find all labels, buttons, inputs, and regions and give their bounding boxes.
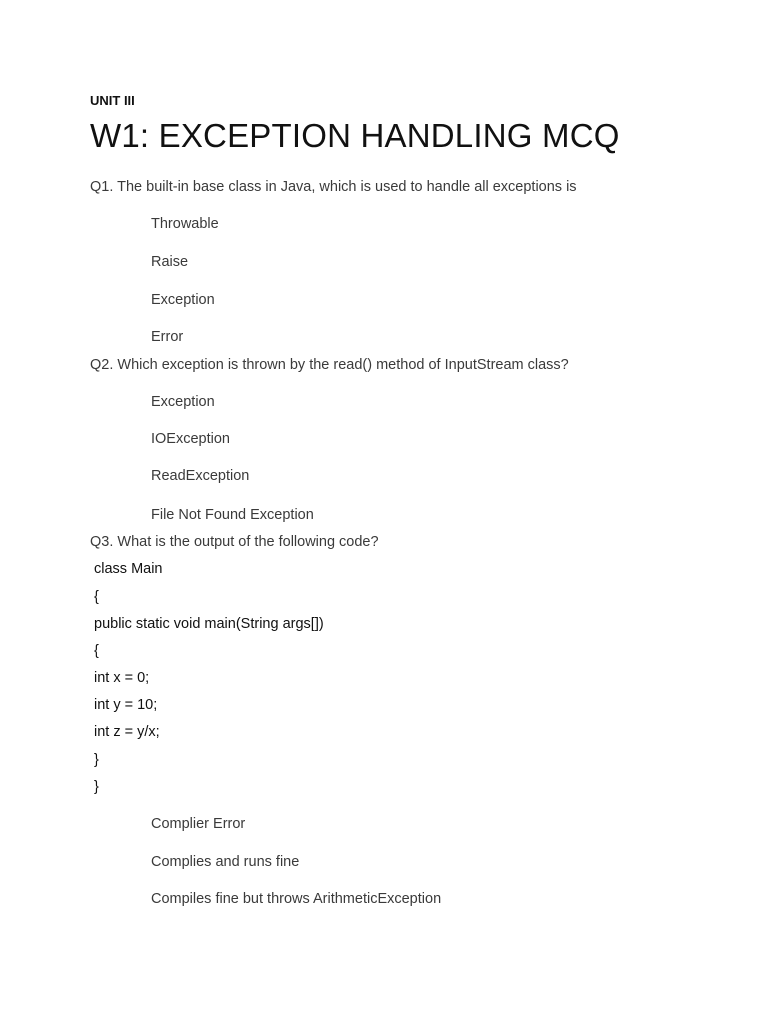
question-3-text: Q3. What is the output of the following code? xyxy=(90,534,379,550)
code-line: { xyxy=(94,589,99,605)
question-1-option-1: Throwable xyxy=(151,216,219,232)
unit-label: UNIT III xyxy=(90,93,135,108)
code-line: int y = 10; xyxy=(94,697,158,713)
question-1-option-3: Exception xyxy=(151,292,215,308)
question-2-option-1: Exception xyxy=(151,394,215,410)
question-2-option-2: IOException xyxy=(151,431,230,447)
question-2-text: Q2. Which exception is thrown by the read() method of InputStream class? xyxy=(90,357,569,373)
question-1-option-4: Error xyxy=(151,329,184,345)
question-2-option-3: ReadException xyxy=(151,468,250,484)
question-3-option-1: Complier Error xyxy=(151,816,246,832)
code-line: class Main xyxy=(94,561,163,577)
code-line: } xyxy=(94,779,99,795)
code-line: { xyxy=(94,643,99,659)
code-line: int x = 0; xyxy=(94,670,150,686)
question-3-option-3: Compiles fine but throws ArithmeticException xyxy=(151,891,442,907)
question-2-option-4: File Not Found Exception xyxy=(151,507,314,523)
question-1-text: Q1. The built-in base class in Java, which is used to handle all exceptions is xyxy=(90,179,577,195)
code-line: } xyxy=(94,752,99,768)
question-1-option-2: Raise xyxy=(151,254,189,270)
code-line: public static void main(String args[]) xyxy=(94,616,324,632)
page-title: W1: EXCEPTION HANDLING MCQ xyxy=(90,117,620,154)
question-3-option-2: Complies and runs fine xyxy=(151,854,300,870)
code-line: int z = y/x; xyxy=(94,724,160,740)
